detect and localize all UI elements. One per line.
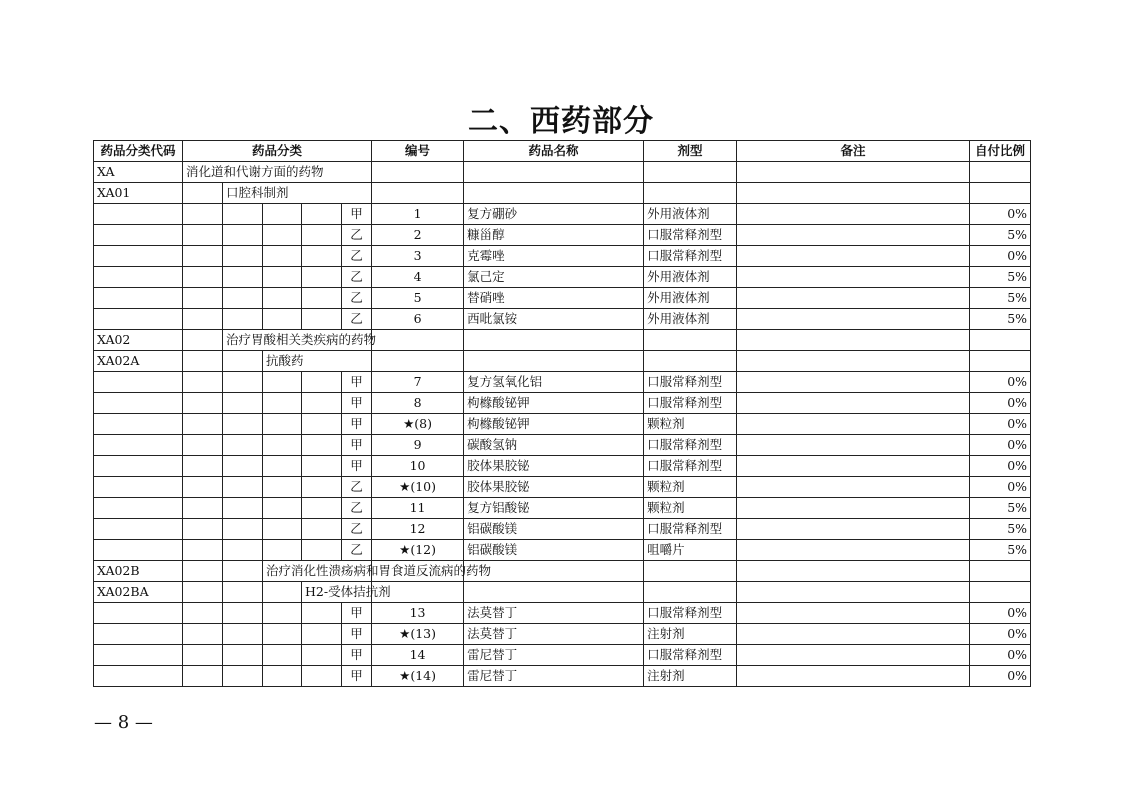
drug-grade: 乙 [342, 519, 372, 540]
drug-form: 口服常释剂型 [644, 519, 737, 540]
indent-cell [223, 351, 263, 372]
drug-form: 外用液体剂 [644, 288, 737, 309]
drug-name: 替硝唑 [464, 288, 644, 309]
code-cell [94, 288, 183, 309]
drug-grade: 乙 [342, 225, 372, 246]
drug-grade: 乙 [342, 477, 372, 498]
drug-name: 铝碳酸镁 [464, 540, 644, 561]
drug-note [737, 666, 970, 687]
drug-ratio: 0% [970, 372, 1031, 393]
drug-row [94, 393, 1031, 414]
drug-name: 西吡氯铵 [464, 309, 644, 330]
drug-ratio: 0% [970, 477, 1031, 498]
drug-row [94, 435, 1031, 456]
drug-row [94, 267, 1031, 288]
drug-form: 口服常释剂型 [644, 645, 737, 666]
drug-row [94, 624, 1031, 645]
drug-form: 颗粒剂 [644, 477, 737, 498]
form-cell [644, 561, 737, 582]
drug-form: 口服常释剂型 [644, 225, 737, 246]
drug-row [94, 519, 1031, 540]
indent-cell [223, 582, 263, 603]
indent-cell [183, 582, 223, 603]
indent-cell [263, 288, 302, 309]
drug-note [737, 393, 970, 414]
drug-ratio: 0% [970, 456, 1031, 477]
drug-ratio: 0% [970, 624, 1031, 645]
indent-cell [263, 603, 302, 624]
indent-cell [263, 204, 302, 225]
indent-cell [263, 582, 302, 603]
drug-form: 颗粒剂 [644, 498, 737, 519]
code-cell [94, 204, 183, 225]
indent-cell [183, 624, 223, 645]
indent-cell [183, 330, 223, 351]
drug-note [737, 603, 970, 624]
drug-number: 8 [372, 393, 464, 414]
drug-number: 3 [372, 246, 464, 267]
ratio-cell [970, 183, 1031, 204]
category-code: XA01 [94, 183, 183, 204]
form-cell [644, 162, 737, 183]
drug-note [737, 645, 970, 666]
indent-cell [223, 246, 263, 267]
indent-cell [263, 225, 302, 246]
indent-cell [183, 393, 223, 414]
indent-cell [183, 477, 223, 498]
drug-ratio: 0% [970, 204, 1031, 225]
drug-ratio: 0% [970, 414, 1031, 435]
indent-cell [183, 435, 223, 456]
drug-ratio: 0% [970, 603, 1031, 624]
ratio-cell [970, 561, 1031, 582]
indent-cell [302, 288, 342, 309]
drug-name: 枸橼酸铋钾 [464, 393, 644, 414]
code-cell [94, 372, 183, 393]
drug-form: 外用液体剂 [644, 309, 737, 330]
indent-cell [263, 624, 302, 645]
table-header-row [94, 141, 1031, 162]
note-cell [737, 183, 970, 204]
drug-note [737, 498, 970, 519]
indent-cell [263, 372, 302, 393]
drug-row [94, 225, 1031, 246]
drug-note [737, 624, 970, 645]
drug-number: 2 [372, 225, 464, 246]
drug-ratio: 5% [970, 540, 1031, 561]
drug-ratio: 5% [970, 519, 1031, 540]
drug-note [737, 204, 970, 225]
indent-cell [302, 372, 342, 393]
indent-cell [183, 267, 223, 288]
drug-note [737, 267, 970, 288]
drug-ratio: 5% [970, 225, 1031, 246]
drug-row [94, 414, 1031, 435]
drug-note [737, 225, 970, 246]
drug-form: 口服常释剂型 [644, 456, 737, 477]
drug-note [737, 288, 970, 309]
header-code: 药品分类代码 [94, 141, 183, 162]
drug-grade: 甲 [342, 372, 372, 393]
drug-form: 口服常释剂型 [644, 372, 737, 393]
drug-grade: 甲 [342, 204, 372, 225]
drug-name: 雷尼替丁 [464, 645, 644, 666]
indent-cell [183, 204, 223, 225]
number-cell [372, 351, 464, 372]
header-note: 备注 [737, 141, 970, 162]
drug-number: 10 [372, 456, 464, 477]
indent-cell [302, 435, 342, 456]
indent-cell [302, 477, 342, 498]
indent-cell [263, 414, 302, 435]
name-cell [464, 183, 644, 204]
drug-row [94, 309, 1031, 330]
indent-cell [302, 666, 342, 687]
drug-grade: 乙 [342, 540, 372, 561]
indent-cell [223, 477, 263, 498]
drug-note [737, 414, 970, 435]
code-cell [94, 624, 183, 645]
indent-cell [183, 540, 223, 561]
name-cell [464, 582, 644, 603]
indent-cell [183, 183, 223, 204]
drug-name: 法莫替丁 [464, 603, 644, 624]
indent-cell [223, 309, 263, 330]
indent-cell [223, 666, 263, 687]
category-code: XA02A [94, 351, 183, 372]
indent-cell [223, 519, 263, 540]
indent-cell [183, 456, 223, 477]
indent-cell [263, 519, 302, 540]
drug-number: 11 [372, 498, 464, 519]
table-body [94, 162, 1031, 687]
code-cell [94, 603, 183, 624]
category-row [94, 183, 1031, 204]
indent-cell [223, 624, 263, 645]
form-cell [644, 351, 737, 372]
category-label: 消化道和代谢方面的药物 [183, 162, 372, 183]
drug-number: 14 [372, 645, 464, 666]
name-cell [464, 351, 644, 372]
drug-name: 复方硼砂 [464, 204, 644, 225]
drug-grade: 乙 [342, 246, 372, 267]
code-cell [94, 456, 183, 477]
drug-name: 胶体果胶铋 [464, 456, 644, 477]
category-label: 治疗胃酸相关类疾病的药物 [223, 330, 372, 351]
category-label: 治疗消化性溃疡病和胃食道反流病的药物 [263, 561, 372, 582]
indent-cell [223, 645, 263, 666]
drug-grade: 甲 [342, 435, 372, 456]
ratio-cell [970, 330, 1031, 351]
indent-cell [302, 414, 342, 435]
drug-number: 4 [372, 267, 464, 288]
drug-number: 6 [372, 309, 464, 330]
indent-cell [223, 288, 263, 309]
drug-name: 复方铝酸铋 [464, 498, 644, 519]
code-cell [94, 498, 183, 519]
indent-cell [223, 267, 263, 288]
number-cell [372, 183, 464, 204]
ratio-cell [970, 351, 1031, 372]
code-cell [94, 666, 183, 687]
drug-row [94, 540, 1031, 561]
drug-number: 1 [372, 204, 464, 225]
note-cell [737, 351, 970, 372]
indent-cell [302, 519, 342, 540]
form-cell [644, 330, 737, 351]
category-label: H2-受体拮抗剂 [302, 582, 372, 603]
header-number: 编号 [372, 141, 464, 162]
code-cell [94, 435, 183, 456]
category-code: XA02B [94, 561, 183, 582]
indent-cell [263, 309, 302, 330]
drug-ratio: 5% [970, 288, 1031, 309]
drug-table [93, 140, 1031, 687]
indent-cell [302, 309, 342, 330]
indent-cell [302, 225, 342, 246]
indent-cell [302, 246, 342, 267]
drug-note [737, 372, 970, 393]
header-category: 药品分类 [183, 141, 372, 162]
drug-grade: 甲 [342, 414, 372, 435]
drug-ratio: 0% [970, 645, 1031, 666]
category-row [94, 561, 1031, 582]
indent-cell [183, 603, 223, 624]
indent-cell [183, 414, 223, 435]
code-cell [94, 309, 183, 330]
drug-ratio: 5% [970, 498, 1031, 519]
category-row [94, 162, 1031, 183]
indent-cell [302, 393, 342, 414]
indent-cell [263, 498, 302, 519]
drug-row [94, 456, 1031, 477]
drug-note [737, 540, 970, 561]
drug-ratio: 0% [970, 666, 1031, 687]
drug-ratio: 0% [970, 393, 1031, 414]
indent-cell [223, 561, 263, 582]
drug-number: ★(8) [372, 414, 464, 435]
category-code: XA02BA [94, 582, 183, 603]
drug-form: 注射剂 [644, 624, 737, 645]
drug-row [94, 666, 1031, 687]
drug-number: 7 [372, 372, 464, 393]
name-cell [464, 162, 644, 183]
drug-name: 碳酸氢钠 [464, 435, 644, 456]
category-label: 口腔科制剂 [223, 183, 372, 204]
drug-row [94, 204, 1031, 225]
indent-cell [223, 456, 263, 477]
indent-cell [223, 435, 263, 456]
drug-form: 颗粒剂 [644, 414, 737, 435]
indent-cell [183, 561, 223, 582]
drug-form: 咀嚼片 [644, 540, 737, 561]
drug-row [94, 498, 1031, 519]
indent-cell [183, 351, 223, 372]
indent-cell [263, 666, 302, 687]
indent-cell [263, 540, 302, 561]
drug-form: 外用液体剂 [644, 204, 737, 225]
number-cell [372, 330, 464, 351]
indent-cell [302, 603, 342, 624]
drug-row [94, 372, 1031, 393]
code-cell [94, 246, 183, 267]
header-form: 剂型 [644, 141, 737, 162]
drug-row [94, 477, 1031, 498]
drug-name: 糠甾醇 [464, 225, 644, 246]
drug-ratio: 5% [970, 267, 1031, 288]
indent-cell [263, 456, 302, 477]
indent-cell [302, 498, 342, 519]
drug-row [94, 288, 1031, 309]
indent-cell [183, 645, 223, 666]
indent-cell [263, 435, 302, 456]
indent-cell [263, 645, 302, 666]
note-cell [737, 330, 970, 351]
drug-grade: 乙 [342, 288, 372, 309]
indent-cell [183, 666, 223, 687]
category-row [94, 330, 1031, 351]
name-cell [464, 330, 644, 351]
indent-cell [263, 477, 302, 498]
drug-number: 13 [372, 603, 464, 624]
code-cell [94, 267, 183, 288]
page-title: 二、西药部分 [468, 104, 654, 139]
category-row [94, 582, 1031, 603]
drug-number: ★(10) [372, 477, 464, 498]
drug-ratio: 0% [970, 435, 1031, 456]
drug-grade: 甲 [342, 624, 372, 645]
drug-name: 复方氢氧化铝 [464, 372, 644, 393]
indent-cell [302, 624, 342, 645]
form-cell [644, 582, 737, 603]
code-cell [94, 225, 183, 246]
code-cell [94, 519, 183, 540]
drug-number: 9 [372, 435, 464, 456]
drug-form: 注射剂 [644, 666, 737, 687]
drug-grade: 乙 [342, 498, 372, 519]
drug-name: 枸橼酸铋钾 [464, 414, 644, 435]
drug-name: 克霉唑 [464, 246, 644, 267]
header-ratio: 自付比例 [970, 141, 1031, 162]
indent-cell [183, 225, 223, 246]
drug-grade: 甲 [342, 645, 372, 666]
code-cell [94, 477, 183, 498]
drug-name: 铝碳酸镁 [464, 519, 644, 540]
indent-cell [302, 204, 342, 225]
drug-note [737, 456, 970, 477]
drug-form: 口服常释剂型 [644, 435, 737, 456]
code-cell [94, 414, 183, 435]
drug-form: 口服常释剂型 [644, 246, 737, 267]
category-label: 抗酸药 [263, 351, 372, 372]
indent-cell [263, 393, 302, 414]
drug-row [94, 246, 1031, 267]
drug-ratio: 5% [970, 309, 1031, 330]
category-row [94, 351, 1031, 372]
indent-cell [302, 267, 342, 288]
note-cell [737, 582, 970, 603]
drug-number: 5 [372, 288, 464, 309]
code-cell [94, 393, 183, 414]
indent-cell [223, 414, 263, 435]
ratio-cell [970, 162, 1031, 183]
indent-cell [302, 456, 342, 477]
indent-cell [183, 288, 223, 309]
indent-cell [223, 393, 263, 414]
drug-grade: 甲 [342, 603, 372, 624]
drug-number: 12 [372, 519, 464, 540]
category-code: XA02 [94, 330, 183, 351]
note-cell [737, 162, 970, 183]
drug-form: 口服常释剂型 [644, 603, 737, 624]
drug-name: 胶体果胶铋 [464, 477, 644, 498]
indent-cell [302, 645, 342, 666]
indent-cell [263, 267, 302, 288]
header-name: 药品名称 [464, 141, 644, 162]
indent-cell [223, 372, 263, 393]
drug-note [737, 435, 970, 456]
indent-cell [223, 498, 263, 519]
drug-ratio: 0% [970, 246, 1031, 267]
drug-note [737, 246, 970, 267]
indent-cell [183, 372, 223, 393]
drug-grade: 甲 [342, 666, 372, 687]
page-number: — 8 — [94, 712, 153, 733]
drug-name: 氯己定 [464, 267, 644, 288]
indent-cell [183, 246, 223, 267]
ratio-cell [970, 582, 1031, 603]
indent-cell [223, 540, 263, 561]
note-cell [737, 561, 970, 582]
number-cell [372, 162, 464, 183]
indent-cell [183, 498, 223, 519]
indent-cell [183, 519, 223, 540]
drug-note [737, 519, 970, 540]
indent-cell [223, 225, 263, 246]
indent-cell [223, 603, 263, 624]
category-code: XA [94, 162, 183, 183]
form-cell [644, 183, 737, 204]
code-cell [94, 540, 183, 561]
drug-number: ★(13) [372, 624, 464, 645]
drug-name: 雷尼替丁 [464, 666, 644, 687]
indent-cell [302, 540, 342, 561]
drug-grade: 乙 [342, 267, 372, 288]
drug-row [94, 645, 1031, 666]
indent-cell [263, 246, 302, 267]
drug-note [737, 309, 970, 330]
drug-note [737, 477, 970, 498]
drug-row [94, 603, 1031, 624]
drug-form: 口服常释剂型 [644, 393, 737, 414]
drug-grade: 甲 [342, 456, 372, 477]
indent-cell [223, 204, 263, 225]
drug-form: 外用液体剂 [644, 267, 737, 288]
drug-number: ★(12) [372, 540, 464, 561]
drug-number: ★(14) [372, 666, 464, 687]
drug-grade: 甲 [342, 393, 372, 414]
drug-grade: 乙 [342, 309, 372, 330]
indent-cell [183, 309, 223, 330]
code-cell [94, 645, 183, 666]
drug-name: 法莫替丁 [464, 624, 644, 645]
